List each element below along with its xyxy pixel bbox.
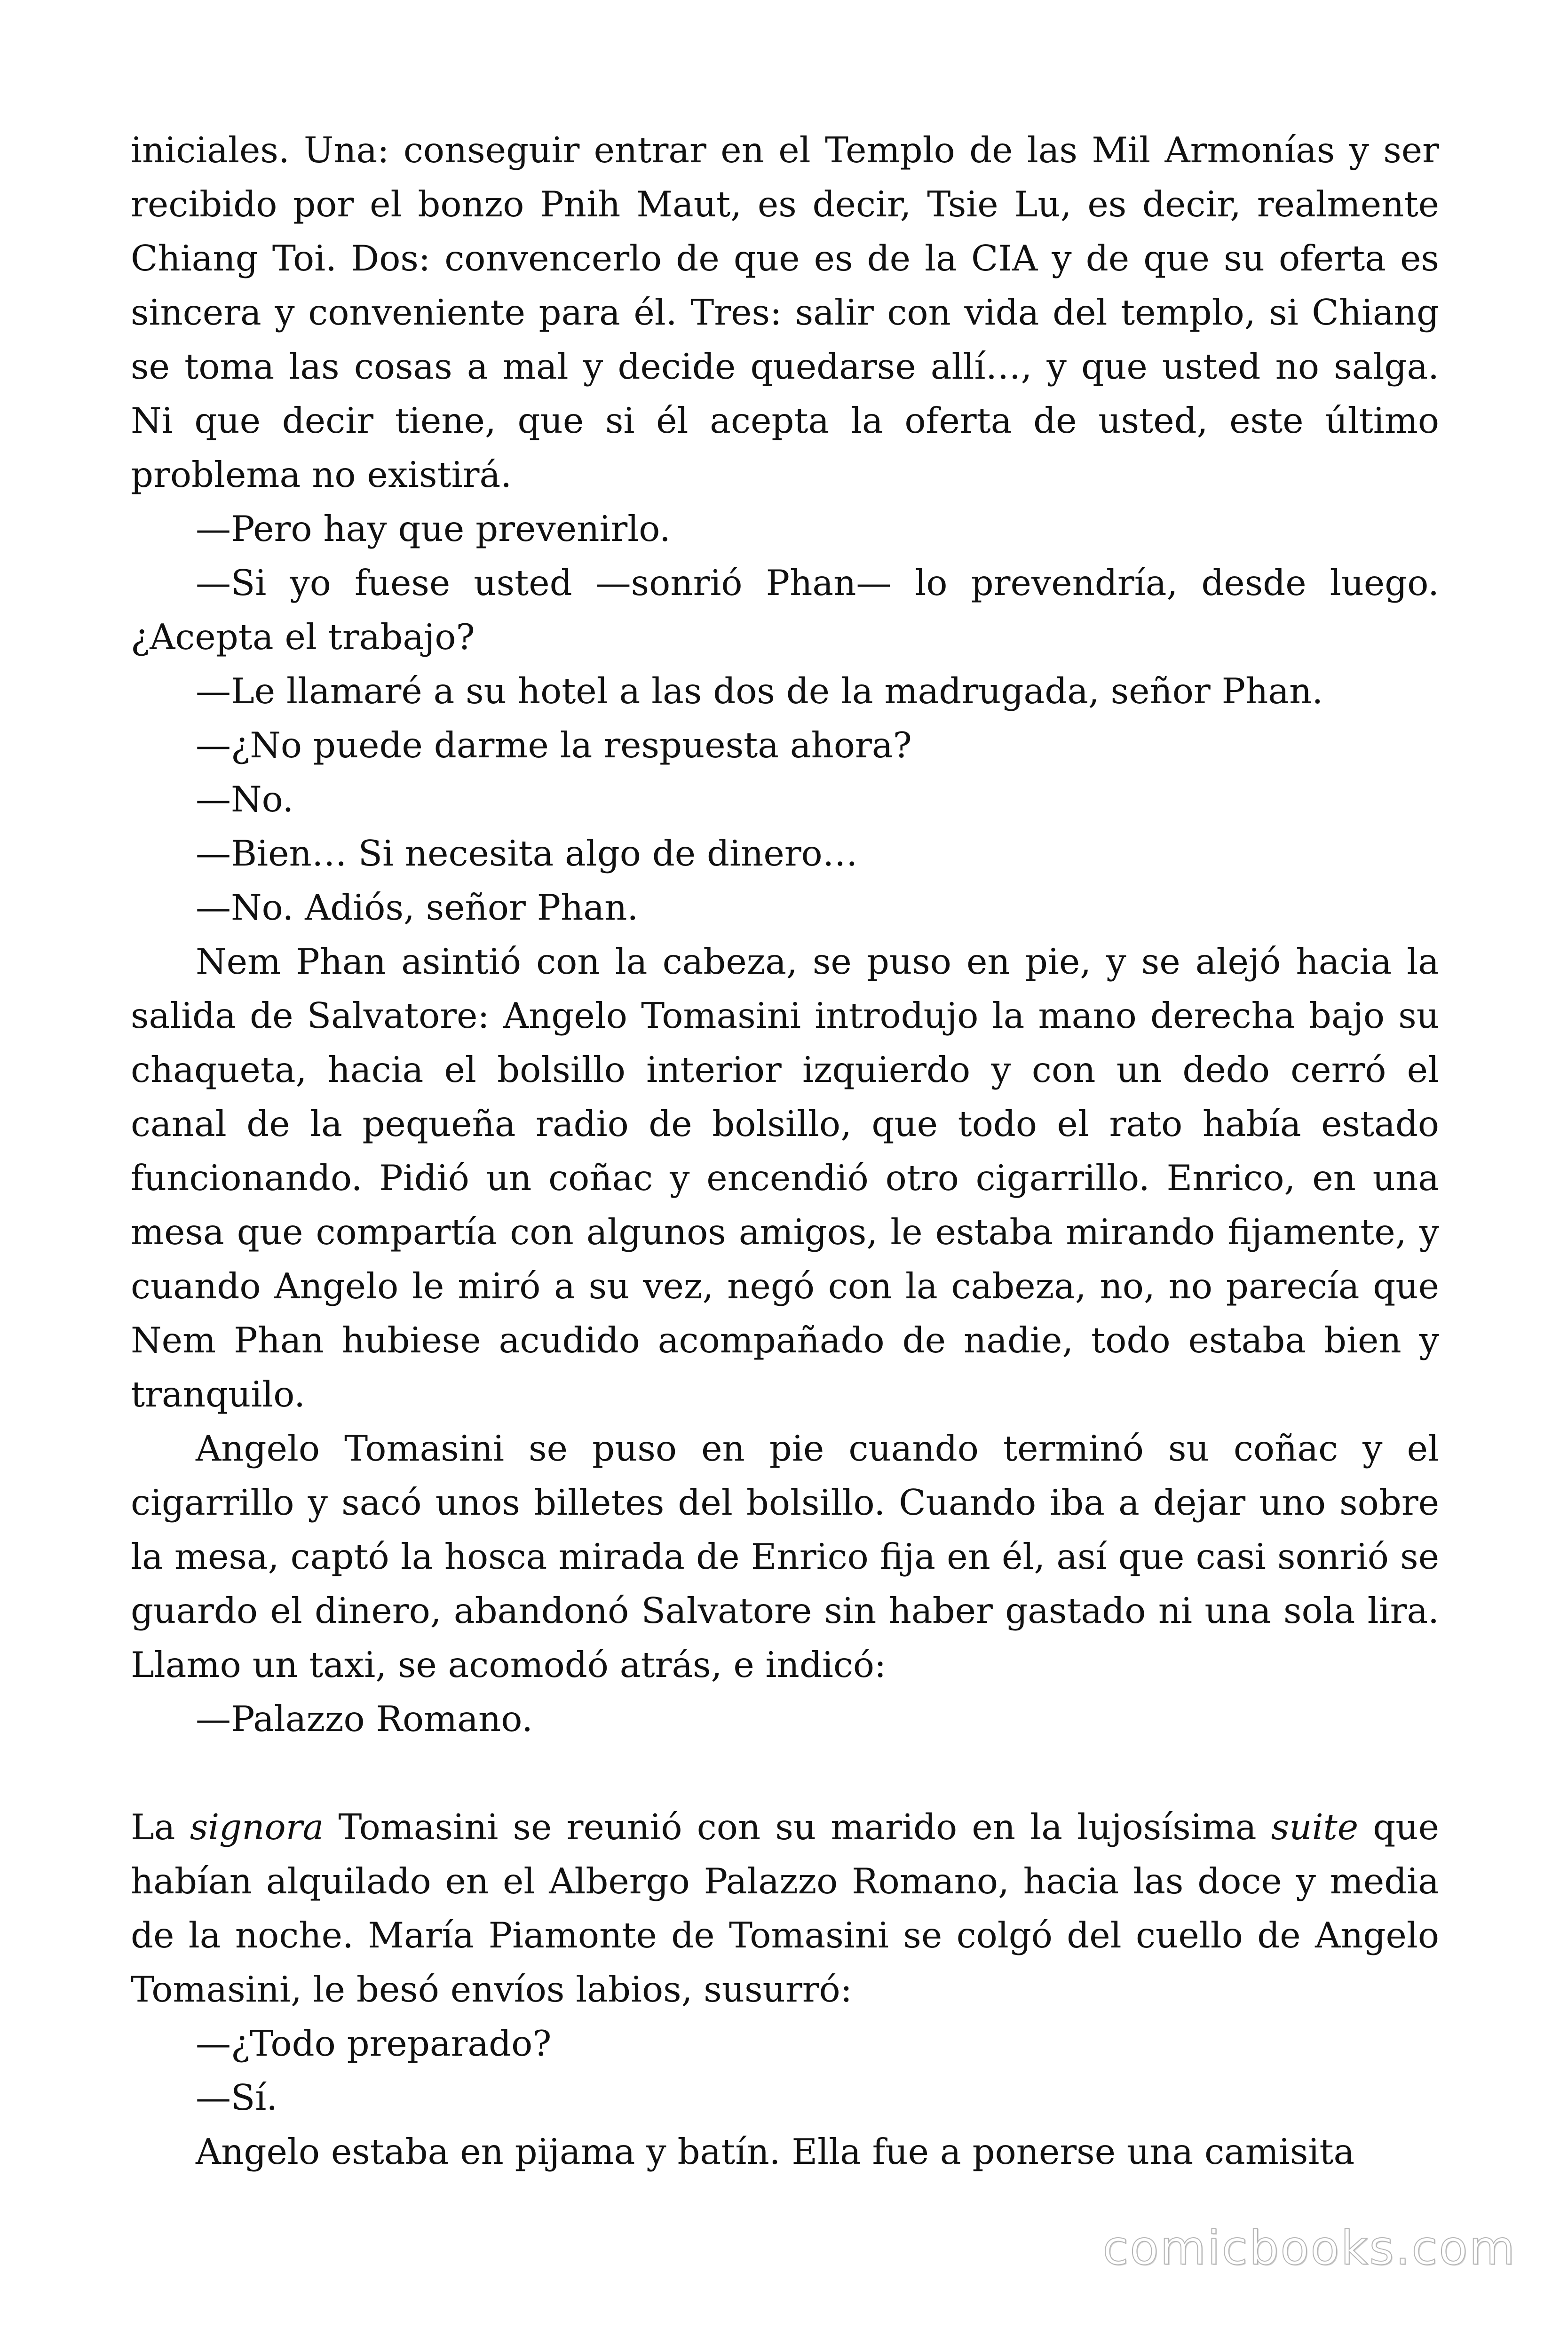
watermark: comicbooks.com: [1102, 2220, 1516, 2275]
dialogue-line: —¿No puede darme la respuesta ahora?: [196, 724, 912, 766]
section-break: [131, 1746, 1439, 1800]
dialogue-line: —Bien… Si necesita algo de dinero…: [196, 833, 858, 874]
dialogue-line: —Le llamaré a su hotel a las dos de la madrugada, señor Phan.: [196, 670, 1323, 712]
paragraph: Angelo estaba en pijama y batín. Ella fue a ponerse una camisita: [196, 2131, 1355, 2172]
italic-word: signora: [190, 1806, 324, 1848]
dialogue-line: —No. Adiós, señor Phan.: [196, 887, 639, 928]
paragraph: Angelo Tomasini se puso en pie cuando terminó su coñac y el cigarrillo y sacó unos billetes del bolsillo. Cuando iba a dejar uno sobre la mesa, captó la hosca mirada de Enrico fija en él, así que casi sonrió se guardo el dinero, abandonó Salvatore sin haber gastado ni una sola lira. Llamo un taxi, se acomodó atrás, e indicó:: [131, 1428, 1439, 1685]
dialogue-line: —Pero hay que prevenirlo.: [196, 508, 671, 549]
dialogue-line: —Palazzo Romano.: [196, 1698, 533, 1740]
section-opening-paragraph: [131, 1800, 1439, 2017]
italic-word: suite: [1271, 1806, 1359, 1848]
dialogue-line: —No.: [196, 779, 294, 820]
text-run: que habían alquilado en el Albergo Palazzo Romano, hacia las doce y media de la noche. María Piamonte de Tomasini se colgó del cuello de Angelo Tomasini, le besó envíos labios, susurró:: [131, 1806, 1439, 2010]
dialogue-line: —Sí.: [196, 2077, 278, 2118]
dialogue-line: —Si yo fuese usted —sonrió Phan— lo prevendría, desde luego. ¿Acepta el trabajo?: [131, 562, 1439, 658]
paragraph: Nem Phan asintió con la cabeza, se puso en pie, y se alejó hacia la salida de Salvatore: Angelo Tomasini introdujo la mano derecha bajo su chaqueta, hacia el bolsillo interior izquierdo y con un dedo cerró el canal de la pequeña radio de bolsillo, que todo el rato había estado funcionando. Pidió un coñac y encendió otro cigarrillo. Enrico, en una mesa que compartía con algunos amigos, le estaba mirando fijamente, y cuando Angelo le miró a su vez, negó con la cabeza, no, no parecía que Nem Phan hubiese acudido acompañado de nadie, todo estaba bien y tranquilo.: [131, 941, 1439, 1415]
book-page: [131, 123, 1439, 2179]
text-run: Tomasini se reunió con su marido en la lujosísima: [324, 1806, 1271, 1848]
text-run: La: [131, 1806, 190, 1848]
paragraph: iniciales. Una: conseguir entrar en el Templo de las Mil Armonías y ser recibido por el bonzo Pnih Maut, es decir, Tsie Lu, es decir, realmente Chiang Toi. Dos: convencerlo de que es de la CIA y de que su oferta es sincera y conveniente para él. Tres: salir con vida del templo, si Chiang se toma las cosas a mal y decide quedarse allí…, y que usted no salga. Ni que decir tiene, que si él acepta la oferta de usted, este último problema no existirá.: [131, 129, 1439, 495]
dialogue-line: —¿Todo preparado?: [196, 2023, 552, 2064]
